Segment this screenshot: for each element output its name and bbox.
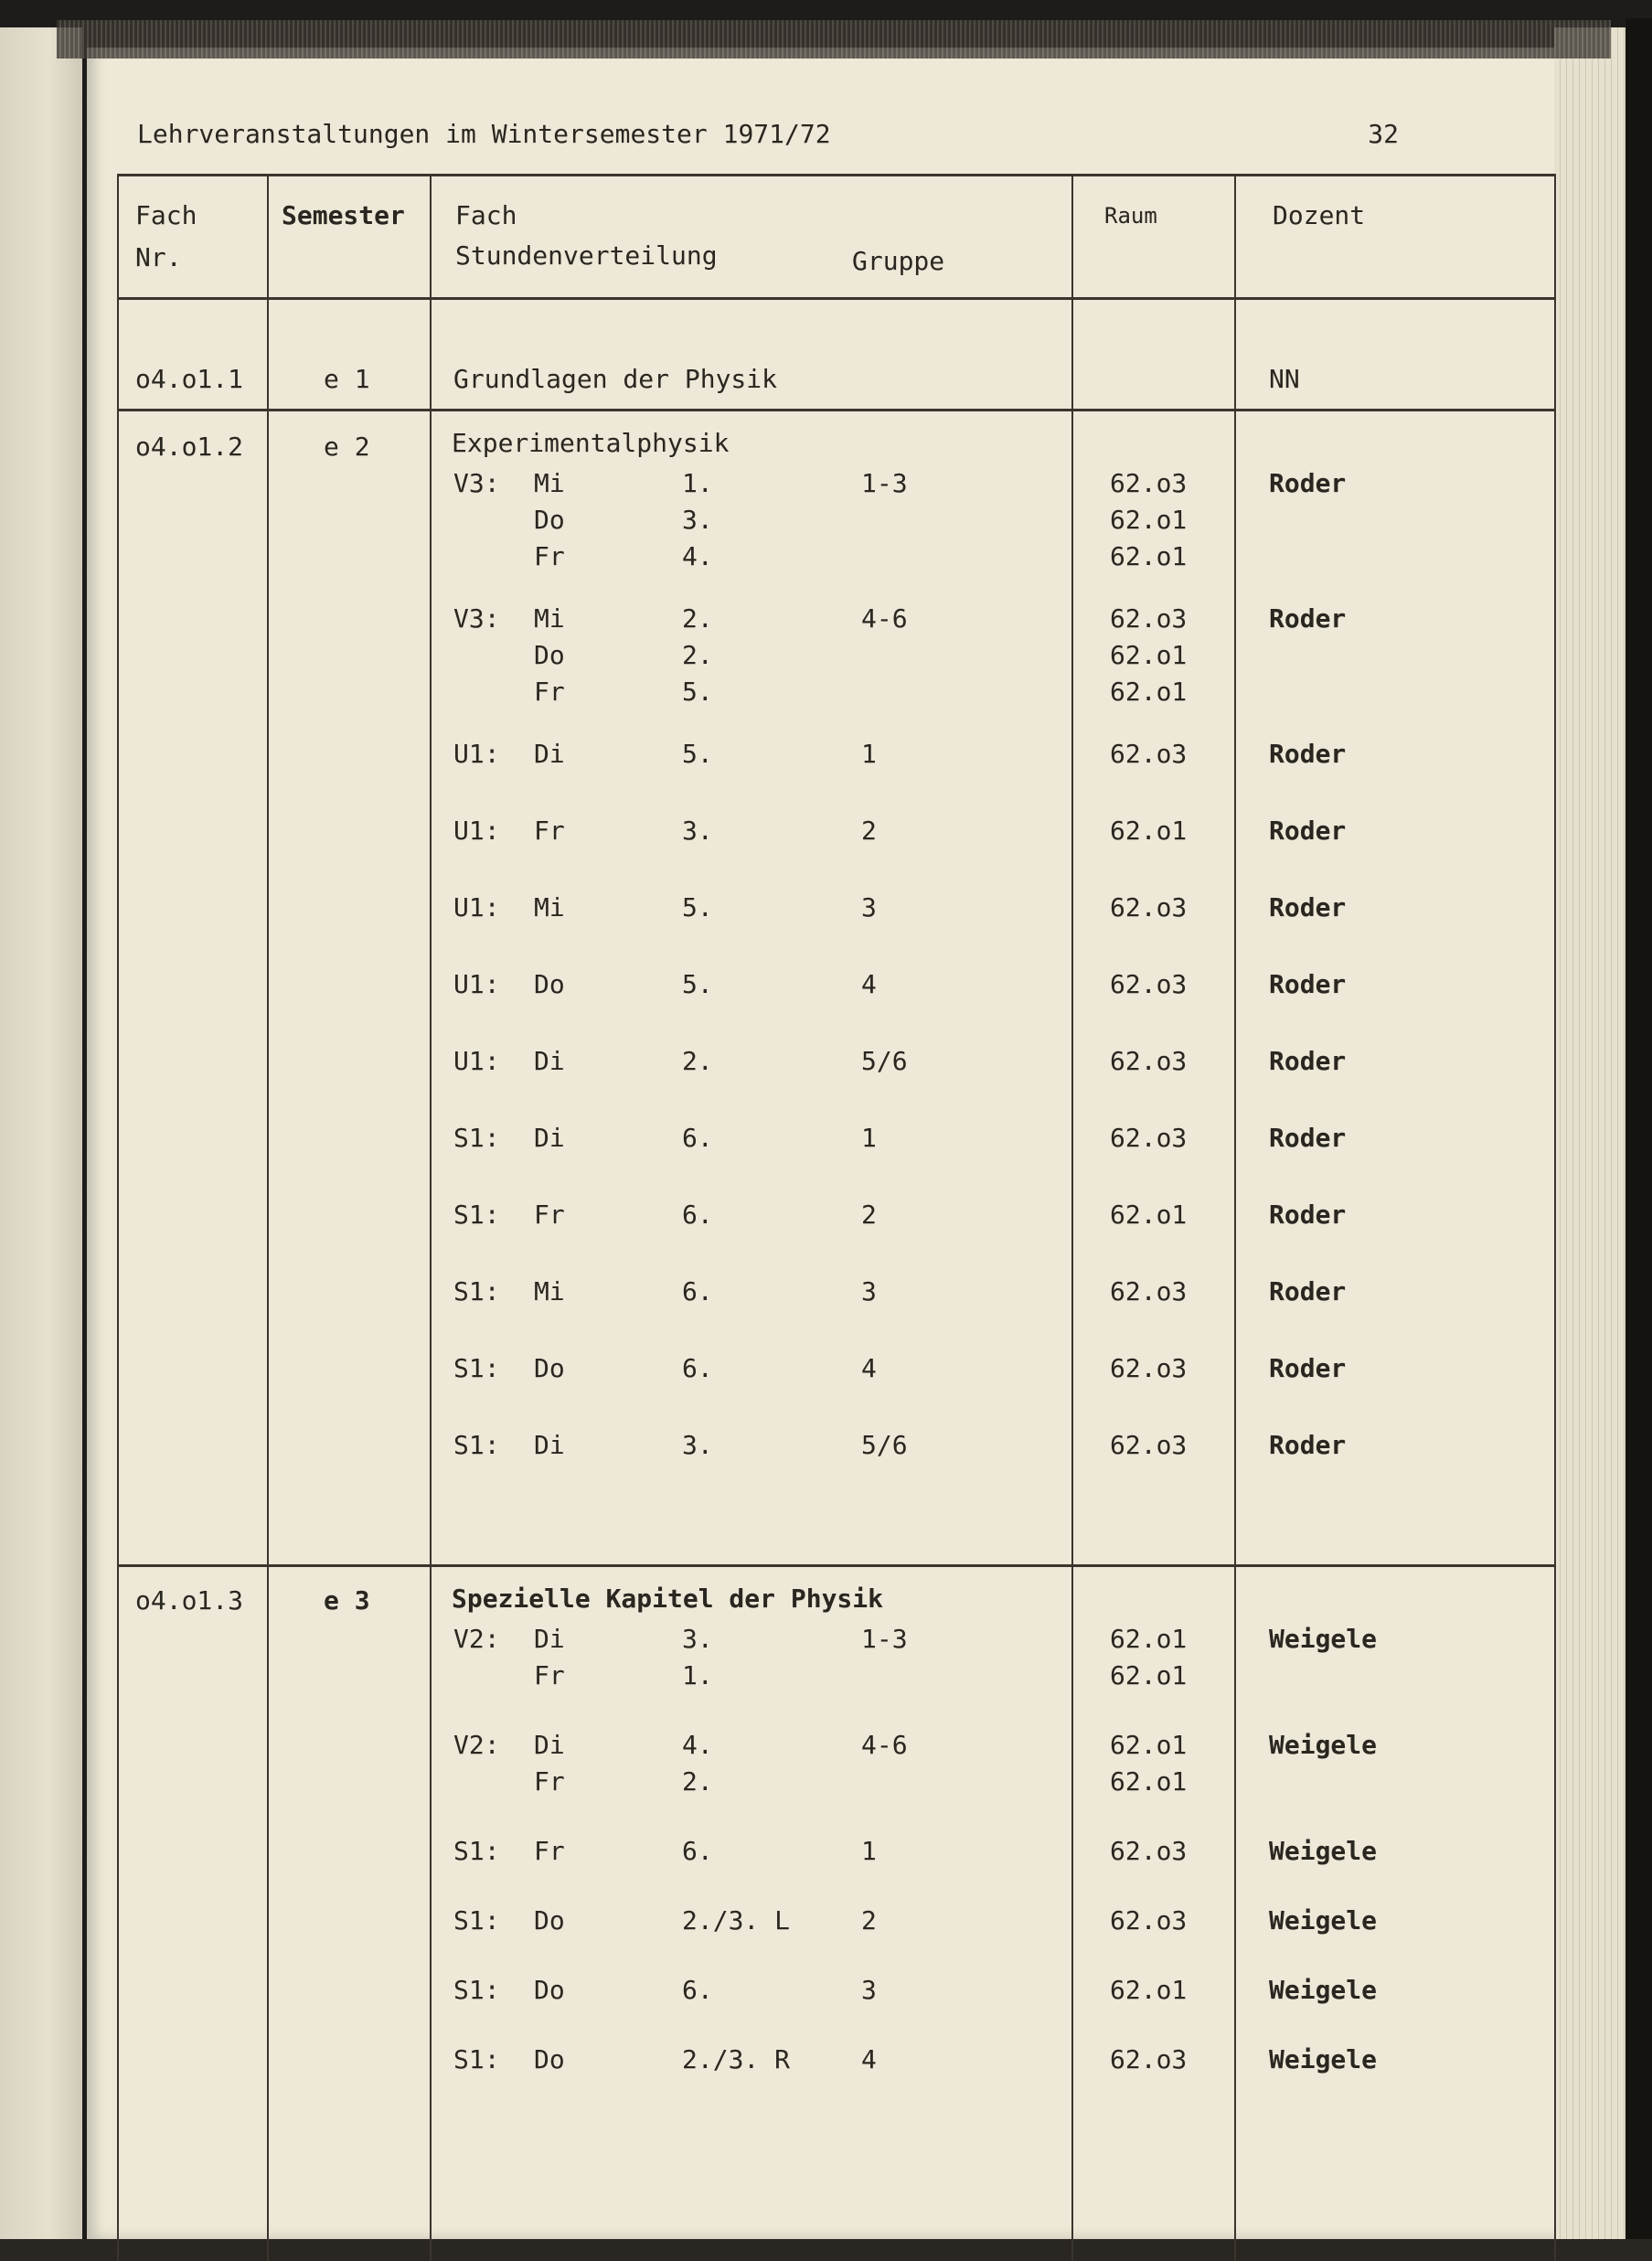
course-day: Fr <box>534 1836 565 1866</box>
course-group: 4 <box>861 1353 877 1383</box>
course-room: 62.o3 <box>1110 1123 1188 1153</box>
course-hour: 4. <box>682 1730 713 1760</box>
course-room: 62.o3 <box>1110 892 1188 923</box>
course-room: 62.o1 <box>1110 1200 1188 1230</box>
course-lecturer: Roder <box>1269 1046 1347 1076</box>
dozent-row <box>1236 468 1554 505</box>
course-day: Fr <box>534 816 565 846</box>
course-type: V2: <box>453 1730 500 1760</box>
course-hour: 3. <box>682 816 713 846</box>
course-hour: 6. <box>682 1200 713 1230</box>
dozent-row <box>1236 1430 1554 1466</box>
section-fach-cell <box>431 1566 1072 2261</box>
raum-row <box>1073 1660 1234 1697</box>
dozent-row <box>1236 1276 1554 1313</box>
schedule-row <box>432 816 1071 852</box>
raum-row <box>1073 1975 1234 2011</box>
course-lecturer: Roder <box>1269 1200 1347 1230</box>
section-dozent-cell <box>1235 411 1555 1566</box>
schedule-row <box>432 1836 1071 1872</box>
raum-row <box>1073 505 1234 541</box>
course-room: 62.o1 <box>1110 1660 1188 1690</box>
schedule-row <box>432 640 1071 677</box>
course-table <box>117 174 1556 2261</box>
schedule-row <box>432 1430 1071 1466</box>
course-group: 4-6 <box>861 603 908 634</box>
header-raum-label: Raum <box>1104 203 1157 229</box>
course-hour: 2. <box>682 1766 713 1797</box>
course-group: 2 <box>861 1200 877 1230</box>
course-day: Fr <box>534 1766 565 1797</box>
binder-right-edge <box>1625 18 1652 2239</box>
course-room: 62.o3 <box>1110 1353 1188 1383</box>
course-hour: 2. <box>682 640 713 670</box>
section-nr: o4.o1.1 <box>135 364 244 394</box>
course-lecturer: Weigele <box>1269 1836 1378 1866</box>
course-lecturer: Roder <box>1269 468 1347 498</box>
course-day: Do <box>534 640 565 670</box>
course-lecturer: Weigele <box>1269 1975 1378 2005</box>
course-day: Do <box>534 1905 565 1936</box>
course-day: Mi <box>534 603 565 634</box>
schedule-row <box>432 1624 1071 1660</box>
course-type: S1: <box>453 1430 500 1460</box>
raum-row <box>1073 1766 1234 1803</box>
schedule-row <box>432 603 1071 640</box>
course-day: Di <box>534 739 565 769</box>
course-group: 1 <box>861 1836 877 1866</box>
raum-row <box>1073 1276 1234 1313</box>
course-day: Fr <box>534 1200 565 1230</box>
header-gruppe-label: Gruppe <box>852 246 945 276</box>
page-title: Lehrveranstaltungen im Wintersemester 1971/72 <box>137 119 831 149</box>
course-day: Mi <box>534 892 565 923</box>
course-room: 62.o3 <box>1110 739 1188 769</box>
course-day: Fr <box>534 1660 565 1690</box>
dozent-row <box>1236 1836 1554 1872</box>
course-day: Do <box>534 2044 565 2074</box>
course-day: Mi <box>534 1276 565 1306</box>
dozent-row <box>1236 892 1554 929</box>
raum-row <box>1073 1430 1234 1466</box>
page-number: 32 <box>1368 119 1399 149</box>
section-dozent-cell <box>1235 299 1555 411</box>
table-section <box>118 411 1555 1566</box>
section-dozent-cell <box>1235 1566 1555 2261</box>
course-group: 1 <box>861 739 877 769</box>
course-room: 62.o1 <box>1110 541 1188 571</box>
schedule-row <box>432 677 1071 713</box>
dozent-row <box>1236 1123 1554 1159</box>
course-lecturer: Weigele <box>1269 1624 1378 1654</box>
dozent-row <box>1236 1624 1554 1660</box>
dozent-row <box>1236 505 1554 541</box>
raum-row <box>1073 541 1234 578</box>
course-hour: 1. <box>682 1660 713 1690</box>
section-semester-cell <box>268 411 431 1566</box>
course-group: 1-3 <box>861 1624 908 1654</box>
section-title: Experimentalphysik <box>452 428 730 458</box>
course-hour: 3. <box>682 1430 713 1460</box>
course-type: U1: <box>453 739 500 769</box>
course-hour: 4. <box>682 541 713 571</box>
schedule-row <box>432 541 1071 578</box>
raum-row <box>1073 1200 1234 1236</box>
header-stundenverteilung-label: Stundenverteilung <box>455 240 718 271</box>
raum-row <box>1073 1624 1234 1660</box>
section-dozent: NN <box>1269 364 1300 394</box>
course-day: Di <box>534 1046 565 1076</box>
dozent-row <box>1236 816 1554 852</box>
course-lecturer: Roder <box>1269 892 1347 923</box>
course-room: 62.o3 <box>1110 1046 1188 1076</box>
section-title: Grundlagen der Physik <box>453 364 778 394</box>
schedule-row <box>432 739 1071 775</box>
header-raum <box>1072 176 1235 299</box>
course-lecturer: Roder <box>1269 969 1347 999</box>
course-room: 62.o1 <box>1110 1975 1188 2005</box>
section-semester: e 3 <box>324 1585 370 1616</box>
schedule-row <box>432 1660 1071 1697</box>
course-hour: 6. <box>682 1353 713 1383</box>
section-semester: e 1 <box>324 364 370 394</box>
course-group: 1-3 <box>861 468 908 498</box>
course-group: 2 <box>861 1905 877 1936</box>
course-type: U1: <box>453 1046 500 1076</box>
raum-row <box>1073 1123 1234 1159</box>
course-room: 62.o3 <box>1110 2044 1188 2074</box>
course-type: S1: <box>453 1905 500 1936</box>
table-header-row <box>118 176 1555 299</box>
header-dozent-label: Dozent <box>1273 200 1366 230</box>
raum-row <box>1073 1353 1234 1390</box>
raum-row <box>1073 892 1234 929</box>
section-nr-cell <box>118 411 268 1566</box>
course-type: U1: <box>453 969 500 999</box>
course-hour: 3. <box>682 505 713 535</box>
schedule-row <box>432 1766 1071 1803</box>
course-lecturer: Weigele <box>1269 2044 1378 2074</box>
section-raum-cell <box>1072 1566 1235 2261</box>
course-hour: 5. <box>682 677 713 707</box>
raum-row <box>1073 816 1234 852</box>
header-fach <box>431 176 1072 299</box>
schedule-row <box>432 1200 1071 1236</box>
dozent-row <box>1236 1905 1554 1942</box>
course-hour: 2. <box>682 1046 713 1076</box>
course-group: 2 <box>861 816 877 846</box>
course-room: 62.o1 <box>1110 1624 1188 1654</box>
raum-row <box>1073 1730 1234 1766</box>
course-day: Fr <box>534 541 565 571</box>
course-room: 62.o3 <box>1110 1836 1188 1866</box>
course-group: 4-6 <box>861 1730 908 1760</box>
previous-page-edge <box>0 27 82 2239</box>
raum-row <box>1073 1046 1234 1083</box>
course-day: Do <box>534 969 565 999</box>
course-hour: 5. <box>682 892 713 923</box>
dozent-row <box>1236 1046 1554 1083</box>
course-lecturer: Roder <box>1269 603 1347 634</box>
course-type: V3: <box>453 468 500 498</box>
course-group: 4 <box>861 2044 877 2074</box>
course-group: 3 <box>861 1276 877 1306</box>
dozent-row <box>1236 603 1554 640</box>
schedule-row <box>432 1730 1071 1766</box>
section-raum-cell <box>1072 411 1235 1566</box>
course-type: S1: <box>453 1836 500 1866</box>
course-hour: 5. <box>682 969 713 999</box>
dozent-row <box>1236 1353 1554 1390</box>
course-day: Do <box>534 1353 565 1383</box>
course-day: Do <box>534 505 565 535</box>
header-fach-label: Fach <box>455 200 517 230</box>
course-hour: 6. <box>682 1975 713 2005</box>
schedule-row <box>432 892 1071 929</box>
schedule-row <box>432 1353 1071 1390</box>
raum-row <box>1073 677 1234 713</box>
section-nr-cell <box>118 1566 268 2261</box>
section-nr: o4.o1.2 <box>135 432 244 462</box>
dozent-row <box>1236 1730 1554 1766</box>
dozent-row <box>1236 541 1554 578</box>
binder-top-edge <box>57 20 1611 59</box>
course-type: S1: <box>453 2044 500 2074</box>
course-lecturer: Roder <box>1269 1353 1347 1383</box>
course-room: 62.o3 <box>1110 603 1188 634</box>
course-room: 62.o1 <box>1110 1766 1188 1797</box>
course-hour: 6. <box>682 1123 713 1153</box>
course-day: Di <box>534 1624 565 1654</box>
section-fach-cell <box>431 411 1072 1566</box>
schedule-row <box>432 468 1071 505</box>
section-semester-cell <box>268 1566 431 2261</box>
header-fach-nr-label: Fach Nr. <box>135 200 197 272</box>
section-fach-cell <box>431 299 1072 411</box>
course-room: 62.o1 <box>1110 505 1188 535</box>
course-type: V3: <box>453 603 500 634</box>
raum-row <box>1073 468 1234 505</box>
course-lecturer: Weigele <box>1269 1730 1378 1760</box>
raum-row <box>1073 603 1234 640</box>
course-room: 62.o3 <box>1110 969 1188 999</box>
course-room: 62.o3 <box>1110 468 1188 498</box>
dozent-row <box>1236 677 1554 713</box>
course-type: S1: <box>453 1200 500 1230</box>
course-day: Do <box>534 1975 565 2005</box>
course-lecturer: Roder <box>1269 1430 1347 1460</box>
section-title: Spezielle Kapitel der Physik <box>452 1584 884 1614</box>
schedule-row <box>432 1276 1071 1313</box>
raum-row <box>1073 1836 1234 1872</box>
course-hour: 6. <box>682 1836 713 1866</box>
course-room: 62.o1 <box>1110 640 1188 670</box>
course-room: 62.o3 <box>1110 1905 1188 1936</box>
course-hour: 6. <box>682 1276 713 1306</box>
course-group: 4 <box>861 969 877 999</box>
raum-row <box>1073 640 1234 677</box>
section-raum-cell <box>1072 299 1235 411</box>
dozent-row <box>1236 1660 1554 1697</box>
course-room: 62.o3 <box>1110 1430 1188 1460</box>
header-dozent <box>1235 176 1555 299</box>
course-type: U1: <box>453 892 500 923</box>
course-type: V2: <box>453 1624 500 1654</box>
dozent-row <box>1236 1766 1554 1803</box>
schedule-row <box>432 1905 1071 1942</box>
course-hour: 1. <box>682 468 713 498</box>
course-type: S1: <box>453 1276 500 1306</box>
course-day: Di <box>534 1123 565 1153</box>
dozent-row <box>1236 969 1554 1006</box>
course-hour: 5. <box>682 739 713 769</box>
table-section <box>118 1566 1555 2261</box>
course-hour: 2. <box>682 603 713 634</box>
dozent-row <box>1236 1975 1554 2011</box>
raum-row <box>1073 2044 1234 2081</box>
table-section <box>118 299 1555 411</box>
header-fach-nr <box>118 176 268 299</box>
section-semester: e 2 <box>324 432 370 462</box>
raum-row <box>1073 1905 1234 1942</box>
course-group: 5/6 <box>861 1046 908 1076</box>
course-group: 3 <box>861 892 877 923</box>
raum-row <box>1073 969 1234 1006</box>
course-type: U1: <box>453 816 500 846</box>
course-group: 1 <box>861 1123 877 1153</box>
schedule-row <box>432 1975 1071 2011</box>
header-semester <box>268 176 431 299</box>
schedule-row <box>432 2044 1071 2081</box>
course-hour: 2./3. R <box>682 2044 791 2074</box>
dozent-row <box>1236 739 1554 775</box>
course-lecturer: Weigele <box>1269 1905 1378 1936</box>
course-type: S1: <box>453 1123 500 1153</box>
course-lecturer: Roder <box>1269 1276 1347 1306</box>
course-room: 62.o1 <box>1110 677 1188 707</box>
dozent-row <box>1236 2044 1554 2081</box>
course-type: S1: <box>453 1975 500 2005</box>
schedule-row <box>432 969 1071 1006</box>
course-type: S1: <box>453 1353 500 1383</box>
header-semester-label: Semester <box>282 200 405 230</box>
course-day: Di <box>534 1430 565 1460</box>
course-day: Fr <box>534 677 565 707</box>
page-header <box>137 119 1399 165</box>
course-lecturer: Roder <box>1269 1123 1347 1153</box>
course-room: 62.o1 <box>1110 816 1188 846</box>
section-nr-cell <box>118 299 268 411</box>
dozent-row <box>1236 640 1554 677</box>
dozent-row <box>1236 1200 1554 1236</box>
course-hour: 3. <box>682 1624 713 1654</box>
course-day: Mi <box>534 468 565 498</box>
course-lecturer: Roder <box>1269 816 1347 846</box>
page-stack-edge <box>1554 27 1627 2239</box>
section-semester-cell <box>268 299 431 411</box>
course-hour: 2./3. L <box>682 1905 791 1936</box>
schedule-row <box>432 1046 1071 1083</box>
course-group: 3 <box>861 1975 877 2005</box>
course-room: 62.o1 <box>1110 1730 1188 1760</box>
course-day: Di <box>534 1730 565 1760</box>
section-nr: o4.o1.3 <box>135 1585 244 1616</box>
raum-row <box>1073 739 1234 775</box>
schedule-row <box>432 505 1071 541</box>
course-lecturer: Roder <box>1269 739 1347 769</box>
course-group: 5/6 <box>861 1430 908 1460</box>
course-room: 62.o3 <box>1110 1276 1188 1306</box>
schedule-row <box>432 1123 1071 1159</box>
